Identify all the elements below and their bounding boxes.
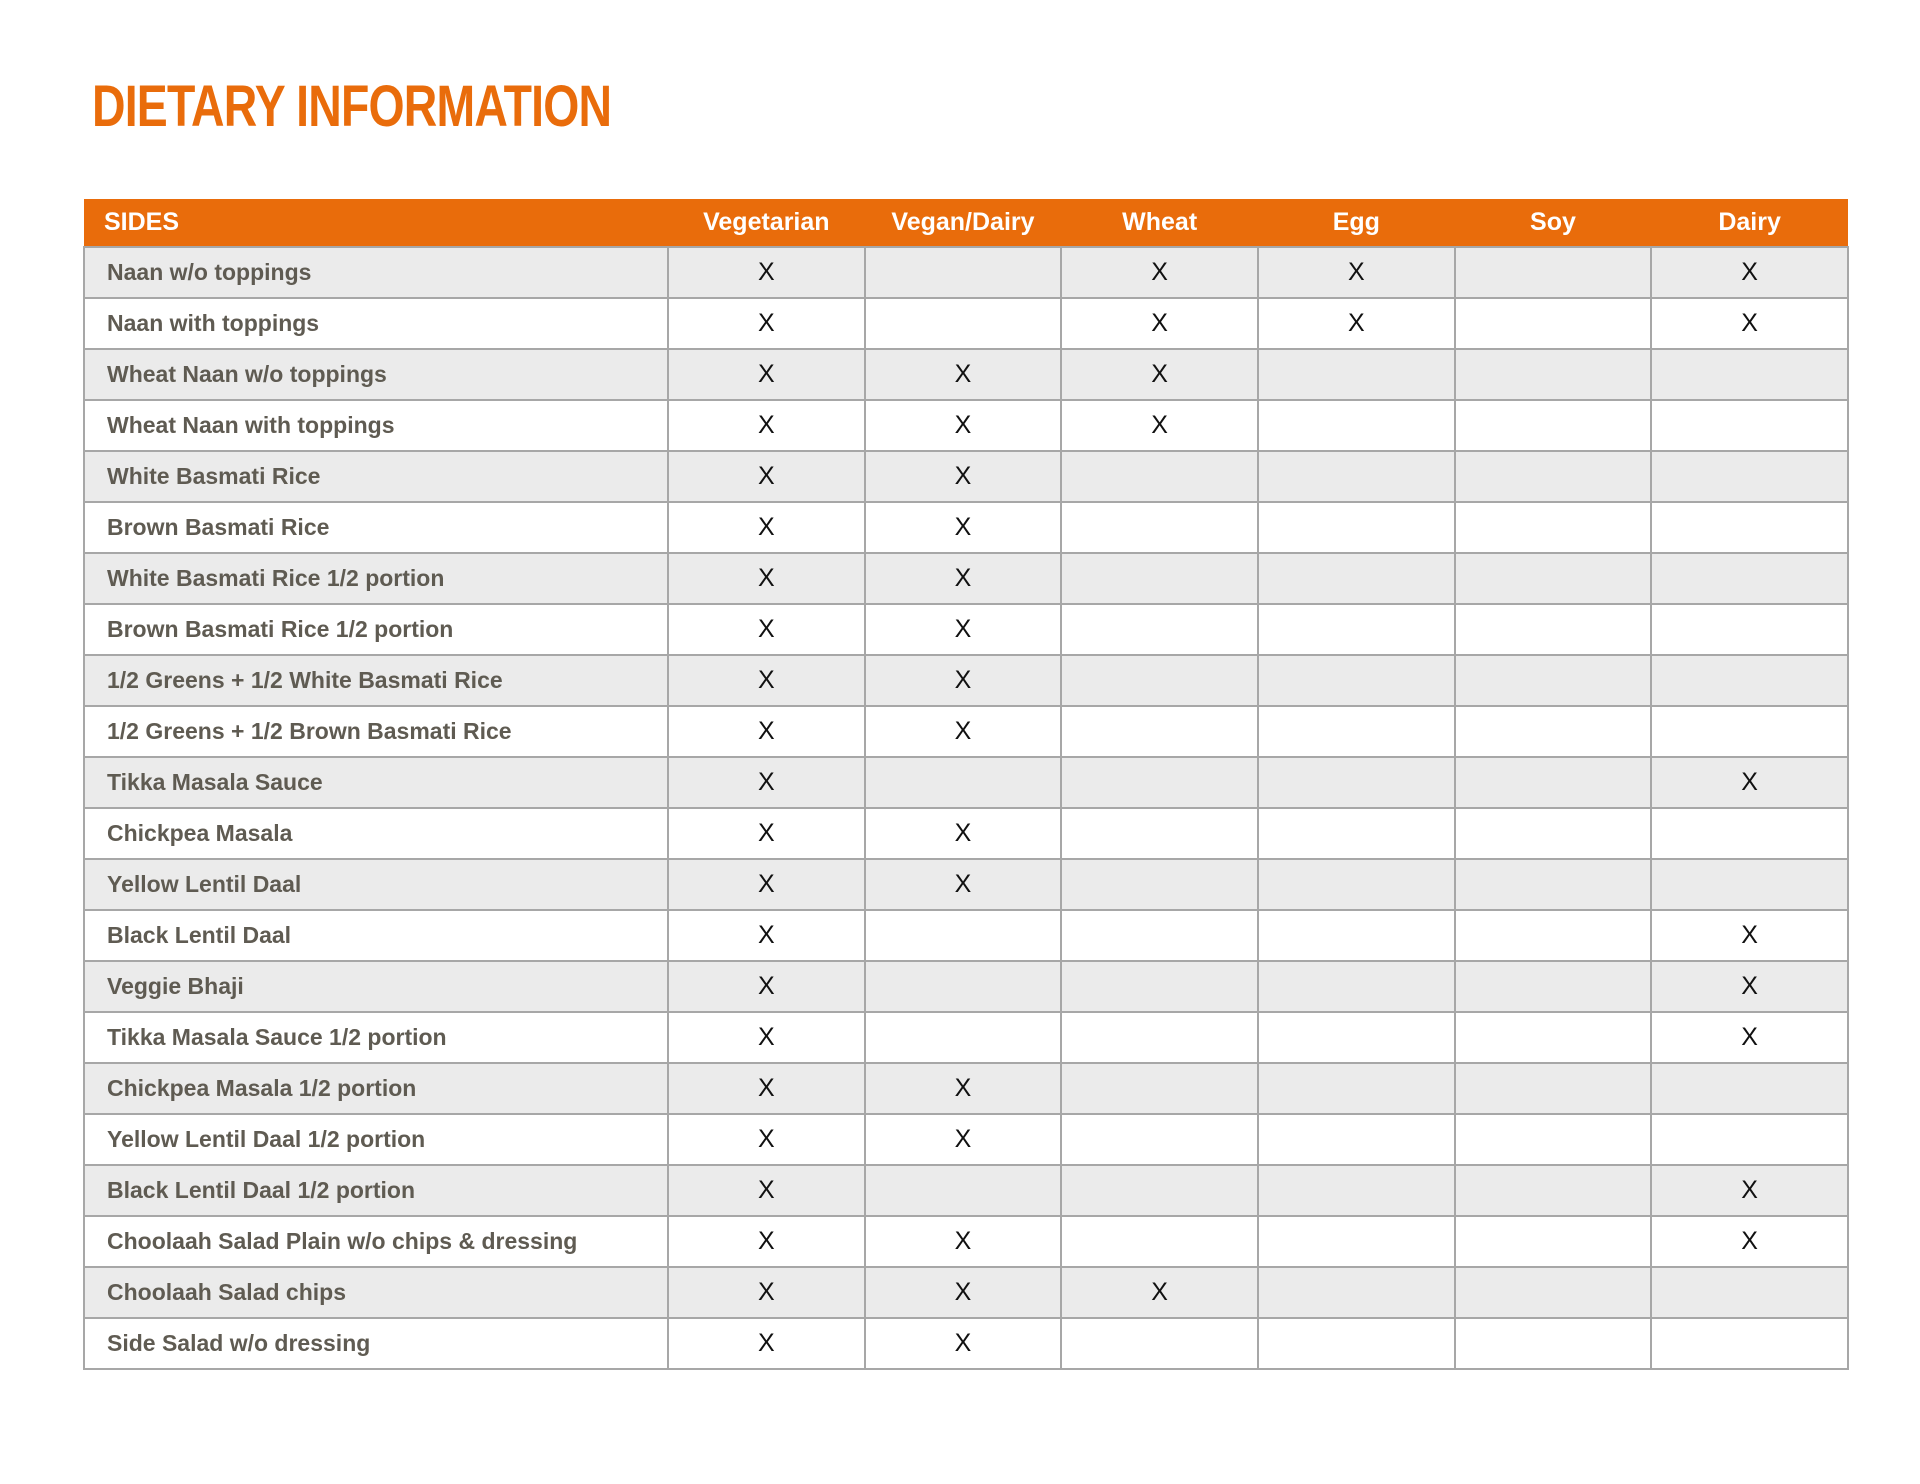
item-name: Tikka Masala Sauce 1/2 portion — [84, 1012, 668, 1063]
table-row — [84, 1114, 1848, 1165]
table-row — [84, 706, 1848, 757]
table-row — [84, 604, 1848, 655]
mark-cell — [1061, 553, 1258, 604]
mark-cell — [1455, 247, 1652, 298]
table-row — [84, 655, 1848, 706]
mark-cell: X — [668, 961, 865, 1012]
mark-cell — [1455, 859, 1652, 910]
item-name: Black Lentil Daal — [84, 910, 668, 961]
mark-cell: X — [865, 604, 1062, 655]
mark-cell: X — [865, 655, 1062, 706]
mark-cell — [1061, 808, 1258, 859]
mark-cell — [1061, 1114, 1258, 1165]
mark-cell — [1455, 961, 1652, 1012]
column-header-wheat: Wheat — [1122, 208, 1198, 236]
item-name: Yellow Lentil Daal — [84, 859, 668, 910]
mark-cell — [1258, 1216, 1455, 1267]
mark-cell: X — [865, 706, 1062, 757]
item-name: Chickpea Masala 1/2 portion — [84, 1063, 668, 1114]
mark-cell: X — [865, 859, 1062, 910]
table-row — [84, 298, 1848, 349]
mark-cell — [1651, 706, 1848, 757]
mark-cell — [1258, 1267, 1455, 1318]
item-name: Choolaah Salad Plain w/o chips & dressing — [84, 1216, 668, 1267]
mark-cell: X — [1258, 247, 1455, 298]
mark-cell — [1455, 502, 1652, 553]
column-header-vegetarian: Vegetarian — [703, 208, 830, 236]
mark-cell — [1258, 859, 1455, 910]
item-name: Side Salad w/o dressing — [84, 1318, 668, 1369]
dietary-table — [83, 199, 1849, 1370]
mark-cell: X — [1061, 1267, 1258, 1318]
mark-cell: X — [668, 298, 865, 349]
mark-cell — [1455, 400, 1652, 451]
mark-cell: X — [668, 553, 865, 604]
table-row — [84, 247, 1848, 298]
mark-cell — [1651, 859, 1848, 910]
table-row — [84, 757, 1848, 808]
item-name: Tikka Masala Sauce — [84, 757, 668, 808]
mark-cell — [865, 757, 1062, 808]
mark-cell: X — [668, 1318, 865, 1369]
mark-cell: X — [668, 247, 865, 298]
mark-cell — [1651, 400, 1848, 451]
column-header-egg: Egg — [1332, 208, 1380, 236]
mark-cell — [1455, 706, 1652, 757]
mark-cell: X — [1651, 961, 1848, 1012]
table-row — [84, 808, 1848, 859]
mark-cell — [1651, 604, 1848, 655]
header-row — [84, 199, 1848, 247]
item-name: Yellow Lentil Daal 1/2 portion — [84, 1114, 668, 1165]
mark-cell: X — [668, 655, 865, 706]
mark-cell — [1258, 502, 1455, 553]
mark-cell — [1455, 1165, 1652, 1216]
table-row — [84, 1165, 1848, 1216]
mark-cell: X — [1651, 247, 1848, 298]
mark-cell: X — [865, 1114, 1062, 1165]
mark-cell: X — [1258, 298, 1455, 349]
mark-cell — [1061, 910, 1258, 961]
mark-cell — [1455, 1216, 1652, 1267]
mark-cell — [1455, 1267, 1652, 1318]
mark-cell — [1651, 655, 1848, 706]
mark-cell: X — [1651, 757, 1848, 808]
mark-cell — [1455, 604, 1652, 655]
mark-cell — [1651, 451, 1848, 502]
mark-cell — [1061, 961, 1258, 1012]
mark-cell: X — [668, 1267, 865, 1318]
mark-cell — [1258, 655, 1455, 706]
mark-cell — [1651, 553, 1848, 604]
mark-cell — [1455, 451, 1652, 502]
mark-cell — [865, 910, 1062, 961]
mark-cell — [1455, 1318, 1652, 1369]
item-name: Naan with toppings — [84, 298, 668, 349]
mark-cell: X — [865, 1267, 1062, 1318]
mark-cell: X — [1061, 247, 1258, 298]
mark-cell — [1061, 604, 1258, 655]
item-name: 1/2 Greens + 1/2 White Basmati Rice — [84, 655, 668, 706]
table-row — [84, 502, 1848, 553]
mark-cell — [1061, 706, 1258, 757]
item-name: White Basmati Rice 1/2 portion — [84, 553, 668, 604]
mark-cell — [1061, 1012, 1258, 1063]
item-name: Wheat Naan w/o toppings — [84, 349, 668, 400]
mark-cell — [1258, 910, 1455, 961]
mark-cell: X — [1651, 1012, 1848, 1063]
mark-cell: X — [668, 502, 865, 553]
table-row — [84, 910, 1848, 961]
mark-cell: X — [668, 451, 865, 502]
table-header — [84, 199, 1848, 247]
mark-cell — [1651, 502, 1848, 553]
mark-cell: X — [668, 706, 865, 757]
mark-cell — [1651, 808, 1848, 859]
table-row — [84, 1216, 1848, 1267]
mark-cell: X — [1651, 910, 1848, 961]
mark-cell — [1258, 1165, 1455, 1216]
mark-cell: X — [668, 859, 865, 910]
mark-cell: X — [865, 1318, 1062, 1369]
mark-cell — [1455, 655, 1652, 706]
mark-cell — [1455, 1063, 1652, 1114]
mark-cell — [1455, 1012, 1652, 1063]
mark-cell — [1258, 553, 1455, 604]
mark-cell — [1455, 553, 1652, 604]
mark-cell: X — [1061, 298, 1258, 349]
mark-cell — [1455, 349, 1652, 400]
mark-cell: X — [668, 1012, 865, 1063]
item-name: Black Lentil Daal 1/2 portion — [84, 1165, 668, 1216]
mark-cell — [1258, 757, 1455, 808]
mark-cell: X — [1651, 1216, 1848, 1267]
column-header-sides: SIDES — [104, 208, 180, 236]
mark-cell — [1651, 1063, 1848, 1114]
table-row — [84, 349, 1848, 400]
mark-cell: X — [668, 1165, 865, 1216]
mark-cell — [1061, 859, 1258, 910]
mark-cell: X — [1061, 349, 1258, 400]
table-row — [84, 1318, 1848, 1369]
item-name: Chickpea Masala — [84, 808, 668, 859]
mark-cell — [1651, 349, 1848, 400]
mark-cell: X — [865, 1063, 1062, 1114]
mark-cell: X — [668, 400, 865, 451]
mark-cell: X — [668, 349, 865, 400]
item-name: Naan w/o toppings — [84, 247, 668, 298]
mark-cell: X — [668, 1216, 865, 1267]
mark-cell: X — [668, 757, 865, 808]
mark-cell — [865, 247, 1062, 298]
mark-cell — [1061, 1216, 1258, 1267]
page-title: DIETARY INFORMATION — [92, 74, 612, 139]
mark-cell — [1455, 1114, 1652, 1165]
table-row — [84, 859, 1848, 910]
mark-cell — [1455, 298, 1652, 349]
mark-cell — [1651, 1318, 1848, 1369]
mark-cell — [865, 298, 1062, 349]
mark-cell: X — [668, 808, 865, 859]
table-row — [84, 1063, 1848, 1114]
mark-cell — [1258, 451, 1455, 502]
mark-cell: X — [668, 910, 865, 961]
mark-cell: X — [865, 451, 1062, 502]
mark-cell: X — [865, 502, 1062, 553]
mark-cell — [1061, 451, 1258, 502]
mark-cell — [1258, 349, 1455, 400]
mark-cell: X — [865, 400, 1062, 451]
mark-cell — [1258, 1012, 1455, 1063]
item-name: Wheat Naan with toppings — [84, 400, 668, 451]
item-name: Choolaah Salad chips — [84, 1267, 668, 1318]
mark-cell — [1258, 1318, 1455, 1369]
mark-cell — [1651, 1267, 1848, 1318]
mark-cell — [865, 1165, 1062, 1216]
table-row — [84, 451, 1848, 502]
mark-cell — [1061, 655, 1258, 706]
mark-cell: X — [865, 1216, 1062, 1267]
table-row — [84, 400, 1848, 451]
mark-cell — [1258, 604, 1455, 655]
mark-cell — [1651, 1114, 1848, 1165]
mark-cell — [1061, 1063, 1258, 1114]
mark-cell: X — [865, 349, 1062, 400]
mark-cell — [1258, 400, 1455, 451]
mark-cell: X — [1061, 400, 1258, 451]
table-body — [84, 247, 1848, 1369]
table-row — [84, 1267, 1848, 1318]
item-name: Veggie Bhaji — [84, 961, 668, 1012]
mark-cell — [1061, 502, 1258, 553]
table-row — [84, 1012, 1848, 1063]
mark-cell — [1061, 1165, 1258, 1216]
mark-cell — [865, 961, 1062, 1012]
mark-cell: X — [1651, 298, 1848, 349]
mark-cell: X — [668, 604, 865, 655]
column-header-vegan-dairy: Vegan/Dairy — [891, 208, 1035, 236]
item-name: Brown Basmati Rice — [84, 502, 668, 553]
table-row — [84, 553, 1848, 604]
mark-cell — [1061, 757, 1258, 808]
mark-cell — [1455, 910, 1652, 961]
column-header-dairy: Dairy — [1718, 208, 1781, 236]
mark-cell — [1258, 1063, 1455, 1114]
mark-cell — [1258, 808, 1455, 859]
mark-cell: X — [668, 1063, 865, 1114]
mark-cell: X — [865, 553, 1062, 604]
mark-cell: X — [865, 808, 1062, 859]
item-name: White Basmati Rice — [84, 451, 668, 502]
mark-cell: X — [1651, 1165, 1848, 1216]
mark-cell — [1258, 1114, 1455, 1165]
mark-cell — [1455, 757, 1652, 808]
mark-cell — [865, 1012, 1062, 1063]
mark-cell — [1258, 706, 1455, 757]
mark-cell: X — [668, 1114, 865, 1165]
item-name: 1/2 Greens + 1/2 Brown Basmati Rice — [84, 706, 668, 757]
item-name: Brown Basmati Rice 1/2 portion — [84, 604, 668, 655]
mark-cell — [1061, 1318, 1258, 1369]
column-header-soy: Soy — [1530, 208, 1576, 236]
mark-cell — [1455, 808, 1652, 859]
table-row — [84, 961, 1848, 1012]
mark-cell — [1258, 961, 1455, 1012]
